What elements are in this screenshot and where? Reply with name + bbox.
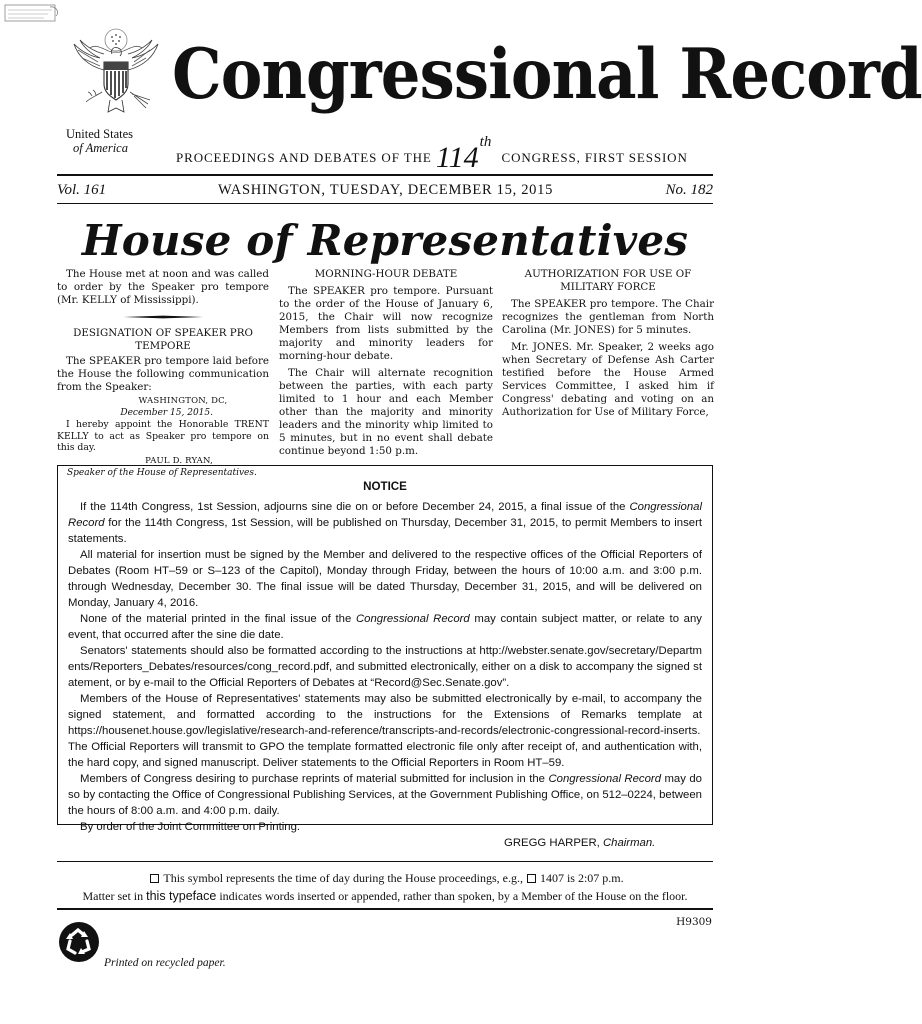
footer-symbol-note: This symbol represents the time of day during the House proceedings, e.g., 1407 is 2:07 p.m. bbox=[0, 871, 770, 886]
proceedings-line bbox=[176, 134, 688, 175]
notice-title: NOTICE bbox=[363, 480, 407, 493]
time-symbol-box-icon bbox=[150, 874, 159, 883]
proceedings-prefix: PROCEEDINGS AND DEBATES OF THE bbox=[176, 150, 432, 165]
page-number: H9309 bbox=[676, 916, 712, 928]
notice-paragraph-4: Senators' statements should also be formatted according to the instructions at http://webster.senate.gov/secretary/Departments/Reporters_Debates/resources/cong_record.pdf, and submitted electronically, either on a disk to accompany the signed statement, or by e-mail to the Official Reporters of Debates at “Record@Sec.Senate.gov”. bbox=[68, 645, 702, 689]
issue-number: No. 182 bbox=[665, 182, 713, 198]
column-3 bbox=[502, 268, 714, 419]
col1-paragraph-3: I hereby appoint the Honorable TRENT KELLY to act as Speaker pro tempore on this day. bbox=[57, 419, 269, 453]
column-2 bbox=[279, 268, 493, 458]
col2-paragraph-2: The Chair will alternate recognition between the parties, with each party limited to 1 hour and each Member other than the majority and minority leaders and the minority whip limited to 5 minutes, but in no event shall debate continue beyond 1:50 p.m. bbox=[279, 367, 493, 457]
footer-rule-bottom bbox=[57, 908, 713, 910]
notice-paragraph-2: All material for insertion must be signed by the Member and delivered to the respective offices of the Official Reporters of Debates (Room HT–59 or S–123 of the Capitol), Monday through Friday, between the hours of 10:00 a.m. and 3:00 p.m. through Wednesday, December 30. The final issue will be dated Thursday, December 31, 2015, and will be delivered on Monday, January 4, 2016. bbox=[68, 549, 702, 609]
seal-caption-line1: United States bbox=[66, 127, 134, 141]
volume-number: Vol. 161 bbox=[57, 182, 107, 198]
col1-place: WASHINGTON, DC, bbox=[138, 396, 228, 406]
notice-box bbox=[57, 465, 713, 849]
masthead-title: Congressional Record bbox=[172, 34, 922, 115]
notice-body bbox=[68, 499, 702, 851]
notice-signature: GREGG HARPER, Chairman. bbox=[504, 837, 656, 849]
col1-signer: PAUL D. RYAN, bbox=[145, 455, 213, 466]
notice-paragraph-7: By order of the Joint Committee on Printing. bbox=[80, 821, 301, 833]
masthead-rule-bottom bbox=[57, 203, 713, 204]
col1-paragraph-1: The House met at noon and was called to order by the Speaker pro tempore (Mr. KELLY of Mississippi). bbox=[57, 268, 269, 306]
seal-caption-line2: of America bbox=[73, 141, 128, 155]
col3-heading: AUTHORIZATION FOR USE OF MILITARY FORCE bbox=[524, 268, 692, 293]
great-seal-icon bbox=[68, 26, 164, 128]
congress-suffix: th bbox=[479, 134, 492, 150]
footer-rule-top bbox=[57, 861, 713, 862]
col1-date: December 15, 2015. bbox=[120, 408, 213, 418]
time-symbol-box-icon bbox=[527, 874, 536, 883]
col1-heading: DESIGNATION OF SPEAKER PRO TEMPORE bbox=[73, 327, 253, 352]
masthead-rule-top bbox=[57, 174, 713, 176]
authenticated-stamp-icon bbox=[4, 4, 66, 22]
notice-paragraph-5: Members of the House of Representatives' statements may also be submitted electronically by e-mail, to accompany the signed statement, and formatted according to the instructions for the Extensions of Remarks template at https://housenet.house.gov/legislative/research-and-reference/transcripts-and-records/electronic-congressional-record-inserts. The Official Reporters will transmit to GPO the template formatted electronic file only after receipt of, and authentication with, the hard copy, and signed manuscript. Deliver statements to the Official Reporters in Room HT–59. bbox=[68, 693, 702, 769]
recycled-paper-note: Printed on recycled paper. bbox=[104, 957, 226, 969]
recycle-icon bbox=[58, 921, 100, 963]
col2-heading: MORNING-HOUR DEBATE bbox=[314, 268, 458, 280]
dateline: WASHINGTON, TUESDAY, DECEMBER 15, 2015 bbox=[218, 182, 554, 198]
col2-paragraph-1: The SPEAKER pro tempore. Pursuant to the order of the House of January 6, 2015, the Chair will now recognize Members from lists submitted by the majority and minority leaders for morning-hour debate. bbox=[279, 285, 493, 362]
footer-typeface-note: Matter set in this typeface indicates words inserted or appended, rather than spoken, by a Member of the House on the floor. bbox=[82, 889, 688, 903]
congress-number: 114 bbox=[435, 141, 479, 174]
col3-paragraph-1: The SPEAKER pro tempore. The Chair recognizes the gentleman from North Carolina (Mr. JONES) for 5 minutes. bbox=[502, 298, 714, 336]
proceedings-suffix: CONGRESS, FIRST SESSION bbox=[501, 150, 688, 165]
chamber-title: House of Representatives bbox=[81, 216, 689, 265]
col1-paragraph-2: The SPEAKER pro tempore laid before the House the following communication from the Speaker: bbox=[57, 355, 269, 393]
col1-signer-title: Speaker of the House of Representatives. bbox=[67, 467, 257, 478]
column-1 bbox=[57, 268, 269, 479]
notice-paragraph-3: None of the material printed in the final issue of the Congressional Record may contain subject matter, or relate to any event, that occurred after the sine die date. bbox=[68, 613, 702, 641]
notice-paragraph-1: If the 114th Congress, 1st Session, adjourns sine die on or before December 24, 2015, a final issue of the Congressional Record for the 114th Congress, 1st Session, will be published on Thursday, December 31, 2015, to permit Members to insert statements. bbox=[68, 501, 702, 545]
notice-paragraph-6: Members of Congress desiring to purchase reprints of material submitted for inclusion in the Congressional Record may do so by contacting the Office of Congressional Publishing Services, at the Government Publishing Office, on 512–0224, between the hours of 8:00 a.m. and 4:00 p.m. daily. bbox=[68, 773, 702, 817]
col3-paragraph-2: Mr. JONES. Mr. Speaker, 2 weeks ago when Secretary of Defense Ash Carter testified before the House Armed Services Committee, I asked him if Congress' debating and voting on an Authorization for Use of Military Force, bbox=[502, 341, 714, 418]
